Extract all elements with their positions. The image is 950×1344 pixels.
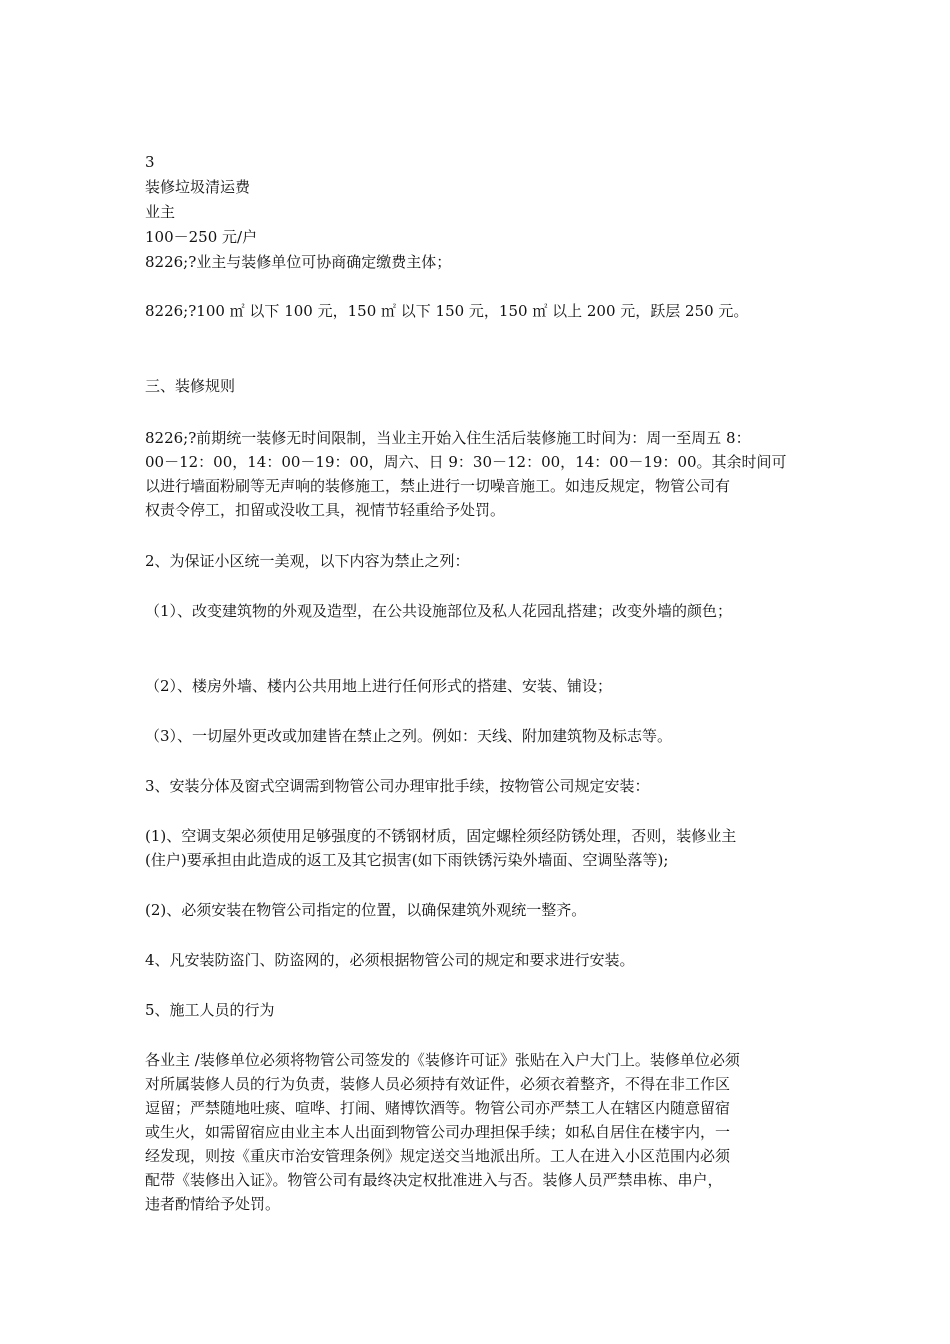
rule-3: 3、安装分体及窗式空调需到物管公司办理审批手续，按物管公司规定安装： [145, 777, 650, 795]
rule-5-line: 各业主 /装修单位必须将物管公司签发的《装修许可证》张贴在入户大门上。装修单位必须 [145, 1051, 740, 1069]
rule-5: 5、施工人员的行为 [145, 1001, 275, 1019]
rule-2-item-3: （3）、一切屋外更改或加建皆在禁止之列。例如：天线、附加建筑物及标志等。 [145, 727, 673, 745]
rule-1-paragraph [145, 426, 805, 522]
row-payer: 业主 [145, 203, 176, 221]
rule-5-line: 逗留；严禁随地吐痰、喧哗、打闹、赌博饮酒等。物管公司亦严禁工人在辖区内随意留宿 [145, 1099, 731, 1117]
rule-5-line: 经发现，则按《重庆市治安管理条例》规定送交当地派出所。工人在进入小区范围内必须 [145, 1147, 731, 1165]
rule-5-line: 对所属装修人员的行为负责，装修人员必须持有效证件，必须衣着整齐，不得在非工作区 [145, 1075, 731, 1093]
section-heading: 三、装修规则 [145, 377, 236, 395]
row-note-2: 8226;?100 ㎡ 以下 100 元，150 ㎡ 以下 150 元，150 ㎡ 以上 200 元，跃层 250 元。 [145, 302, 749, 320]
rule-5-line: 配带《装修出入证》。物管公司有最终决定权批准进入与否。装修人员严禁串栋、串户， [145, 1171, 723, 1189]
row-note-1: 8226;?业主与装修单位可协商确定缴费主体； [145, 253, 452, 271]
row-item: 装修垃圾清运费 [145, 178, 251, 196]
rule-1-line: 权责令停工，扣留或没收工具，视情节轻重给予处罚。 [145, 501, 506, 519]
rule-2: 2、为保证小区统一美观，以下内容为禁止之列： [145, 552, 470, 570]
rule-4: 4、凡安装防盗门、防盗网的，必须根据物管公司的规定和要求进行安装。 [145, 951, 635, 969]
rule-5-line: 或生火，如需留宿应由业主本人出面到物管公司办理担保手续；如私自居住在楼宇内，一 [145, 1123, 731, 1141]
rule-1-line: 以进行墙面粉刷等无声响的装修施工，禁止进行一切噪音施工。如违反规定，物管公司有 [145, 477, 731, 495]
rule-1-line: 8226;?前期统一装修无时间限制，当业主开始入住生活后装修施工时间为：周一至周五 8： [145, 429, 751, 447]
rule-3-item-1-line: (住户)要承担由此造成的返工及其它损害(如下雨铁锈污染外墙面、空调坠落等); [145, 851, 669, 869]
rule-3-item-1-line: (1)、空调支架必须使用足够强度的不锈钢材质，固定螺栓须经防锈处理，否则，装修业主 [145, 827, 737, 845]
rule-2-item-1: （1）、改变建筑物的外观及造型，在公共设施部位及私人花园乱搭建；改变外墙的颜色； [145, 602, 733, 620]
rule-5-paragraph [145, 1048, 805, 1216]
rule-3-item-1 [145, 824, 805, 872]
rule-3-item-2: (2)、必须安装在物管公司指定的位置，以确保建筑外观统一整齐。 [145, 901, 587, 919]
rule-2-item-2: （2）、楼房外墙、楼内公共用地上进行任何形式的搭建、安装、铺设； [145, 677, 613, 695]
row-amount: 100－250 元/户 [145, 228, 258, 246]
row-number: 3 [145, 153, 155, 171]
rule-1-line: 00－12：00，14：00－19：00，周六、日 9：30－12：00，14：00－19：00。其余时间可 [145, 453, 787, 471]
rule-5-line: 违者酌情给予处罚。 [145, 1195, 281, 1213]
